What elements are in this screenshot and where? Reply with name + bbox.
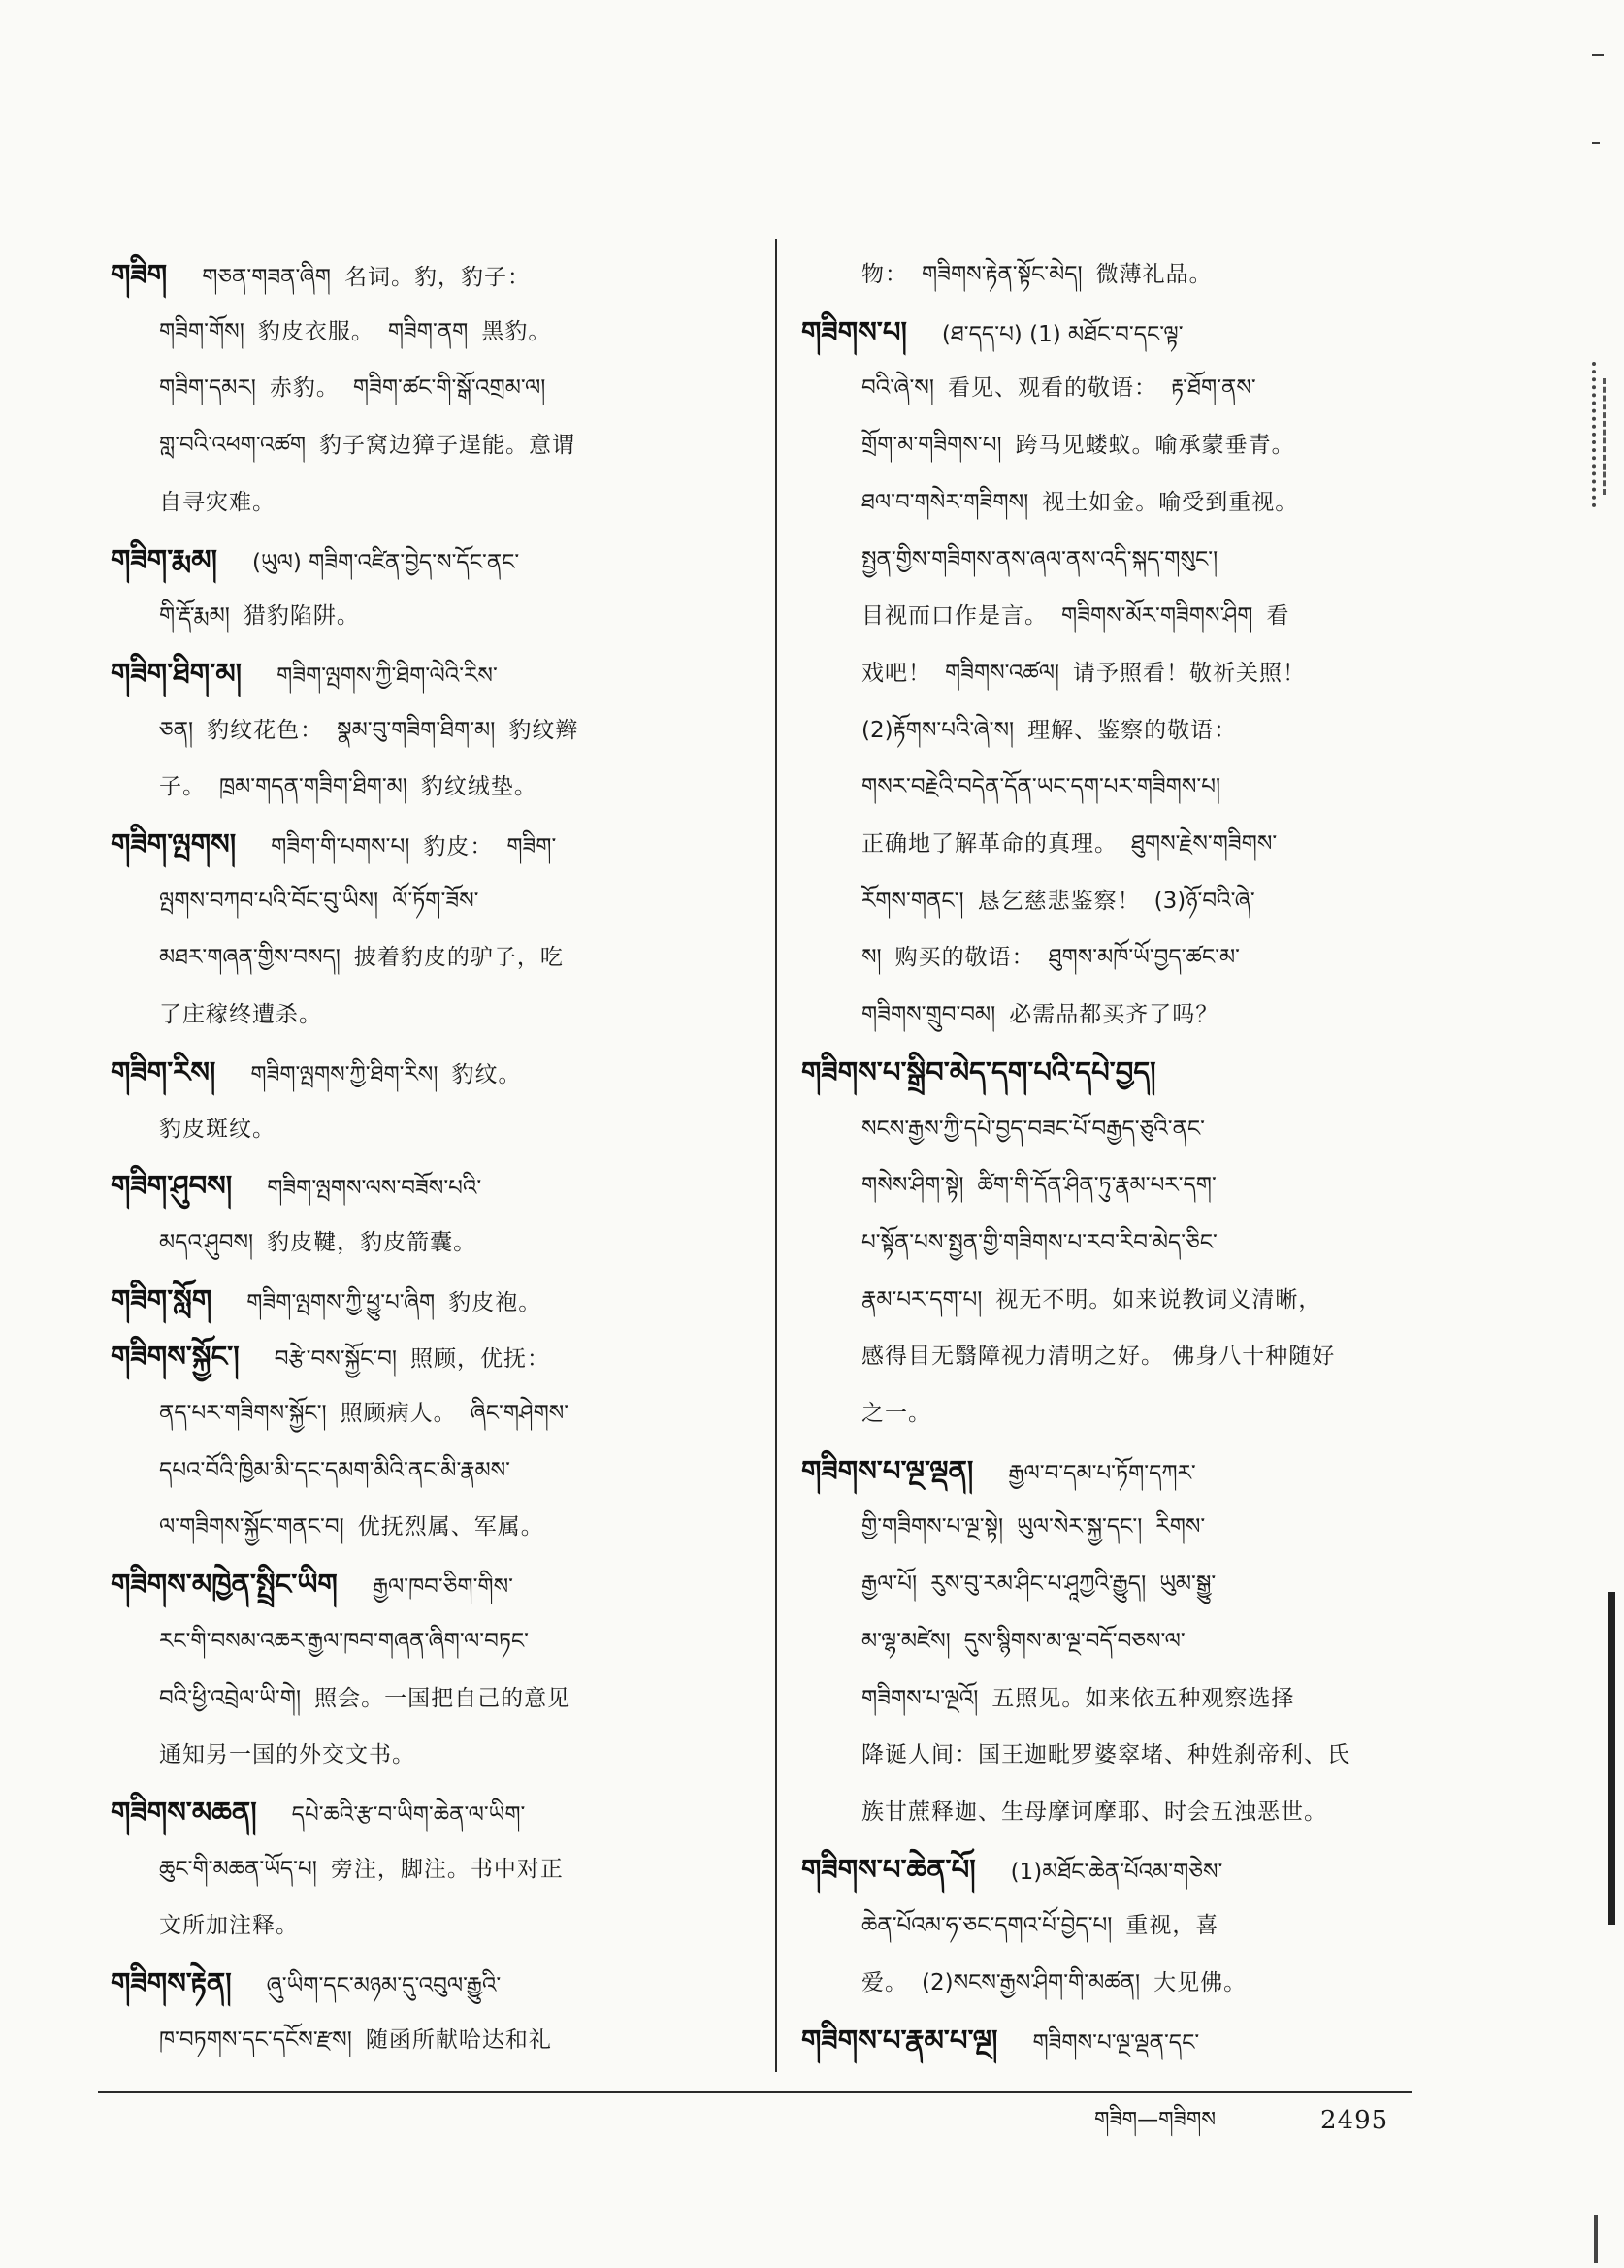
tibetan-text: གི་རྡོ་རྨམ། <box>159 603 230 630</box>
chinese-text: 豹皮鞬，豹皮箭囊。 <box>267 1229 477 1255</box>
chinese-text: 购买的敬语： <box>894 945 1035 971</box>
headword: གཟིག་རིས། <box>111 1054 216 1088</box>
chinese-text: 理解、鉴察的敬语： <box>1027 717 1238 743</box>
entry-line <box>111 1157 739 1214</box>
headword: གཟིགས་པ་རྣམ་པ་ལྔ། <box>801 2023 998 2057</box>
entry-line <box>861 246 1434 303</box>
entry-line <box>111 1328 739 1384</box>
headword: གཟིག་ཤུབས། <box>111 1169 233 1203</box>
chinese-text: 目视而口作是言。 <box>861 603 1048 630</box>
chinese-text: 微薄礼品。 <box>1095 262 1213 287</box>
entry-line <box>861 873 1434 929</box>
tibetan-text: ཡུམ་སྒྱུ་ <box>1159 1571 1217 1598</box>
tibetan-text: བརྩེ་བས་སྐྱོང་བ། <box>274 1346 398 1373</box>
tibetan-text: རུས་བུ་རམ་ཤིང་པ་ཤཱཀྱའི་རྒྱུད། <box>930 1571 1147 1598</box>
entry-line <box>861 1784 1434 1840</box>
entry-line <box>159 702 739 759</box>
chinese-text: 降诞人间：国王迦毗罗婆窣堵、种姓刹帝利、氏 <box>861 1742 1350 1768</box>
headword: གཟིག་ལྤགས། <box>111 827 237 860</box>
chinese-text: 文所加注释。 <box>159 1913 299 1939</box>
entry-line <box>801 1044 1434 1100</box>
tibetan-text: གཟིག་ལྤགས་ཀྱི་ཐིག་རིས། <box>250 1061 438 1087</box>
chinese-text: 豹皮袍。 <box>448 1289 542 1315</box>
chinese-text: 豹纹花色： <box>207 717 324 743</box>
tibetan-text: ཡུལ་སེར་སྐྱ་དང་། <box>1017 1514 1143 1540</box>
entry-line <box>111 1044 739 1100</box>
tibetan-text: གཟིགས་མོར་གཟིགས་ཤིག <box>1061 603 1253 630</box>
tibetan-text: དཔེ་ཆའི་རྩ་བ་ཡིག་ཆེན་ལ་ཡིག་ <box>291 1801 526 1828</box>
tibetan-text: རྟ་ཐོག་ནས་ <box>1170 375 1256 402</box>
entry-line <box>159 987 739 1043</box>
tibetan-text: ཐལ་བ་གསེར་གཟིགས། <box>861 489 1029 515</box>
chinese-text: 自寻灾难。 <box>159 489 276 515</box>
tibetan-text: ནད་པར་གཟིགས་སྐྱོང་། <box>159 1401 327 1426</box>
entry-line <box>861 816 1434 872</box>
tibetan-text: གསར་བརྗེའི་བདེན་དོན་ཡང་དག་པར་གཟིགས་པ། <box>861 774 1221 800</box>
tibetan-text: མ་ལྷ་མཛེས། <box>861 1628 951 1654</box>
entry-line <box>159 1101 739 1157</box>
chinese-text: 豹纹辫 <box>508 717 579 743</box>
tibetan-text: ལོ་ཏོག་ཟོས་ <box>392 888 479 914</box>
entry-line <box>159 1670 739 1727</box>
scan-mark <box>1592 362 1596 507</box>
entry-line <box>801 304 1434 360</box>
chinese-text: 恳乞慈悲鉴察！ <box>977 888 1141 914</box>
page-number: 2495 <box>1320 2106 1389 2135</box>
tibetan-text: མཐར་གཞན་གྱིས་བསད། <box>159 945 341 971</box>
headword: གཟིགས་པ། <box>801 314 907 348</box>
chinese-text: 名词。豹，豹子： <box>343 265 531 290</box>
tibetan-text: སྣམ་བུ་གཟིག་ཐིག་མ། <box>337 717 496 743</box>
headword: གཟིག་རྨམ། <box>111 542 217 576</box>
tibetan-text: པ་སྟོན་པས་སྤྱན་གྱི་གཟིགས་པ་རབ་རིབ་མེད་ཅིང་ <box>861 1229 1218 1255</box>
entry-line <box>861 417 1434 473</box>
tibetan-text: ཁ་བཏགས་དང་དངོས་རྫས། <box>159 2026 352 2053</box>
headword: གཟིག་ཐིག་མ། <box>111 656 243 690</box>
tibetan-text: མདའ་ཤུབས། <box>159 1229 254 1255</box>
chinese-text: 子。 <box>159 774 206 800</box>
tibetan-text: གཟིག་དམར། <box>159 375 256 402</box>
entry-line <box>159 2012 739 2068</box>
running-head: གཟིག—གཟིགས <box>1094 2108 1217 2132</box>
chinese-text: 赤豹。 <box>269 375 340 402</box>
tibetan-text: གཟིག་ནག <box>387 318 469 344</box>
entry-line <box>861 1328 1434 1384</box>
right-column <box>801 246 1434 2070</box>
tibetan-text: བའི་ཕྱི་འབྲེལ་ཡི་གེ། <box>159 1685 302 1711</box>
entry-line <box>159 759 739 815</box>
chinese-text: 照顾，优抚： <box>410 1346 551 1373</box>
chinese-text: 大见佛。 <box>1153 1970 1248 1995</box>
entry-line <box>861 532 1434 588</box>
entry-line <box>861 1556 1434 1612</box>
tibetan-text: སངས་རྒྱས་ཀྱི་དཔེ་བྱད་བཟང་པོ་བརྒྱད་ཅུའི་ནང་ <box>861 1116 1206 1142</box>
tibetan-text: གཟིགས་པ་ལྔ་ལྡན་དང་ <box>1032 2029 1200 2056</box>
tibetan-text: གཟིག་གི་པགས་པ། <box>271 834 410 859</box>
entry-line <box>111 246 739 303</box>
entry-line <box>159 1385 739 1442</box>
headword: གཟིགས་པ་ལྔ་ལྡན། <box>801 1453 974 1487</box>
chinese-text: 随函所献哈达和礼 <box>365 2026 552 2053</box>
chinese-text: 必需品都买齐了吗？ <box>1009 1002 1219 1028</box>
chinese-text: 看 <box>1266 603 1290 630</box>
headword: གཟིགས་སྐྱོང་། <box>111 1340 240 1374</box>
entry-line <box>861 1897 1434 1954</box>
chinese-text: 通知另一国的外交文书。 <box>159 1742 415 1768</box>
tibetan-text: སྤྱན་གྱིས་གཟིགས་ནས་ཞལ་ནས་འདི་སྐད་གསུང་། <box>861 546 1218 572</box>
chinese-text: 黑豹。 <box>481 318 552 344</box>
headword: གཟིག་སློག <box>111 1282 212 1316</box>
chinese-text: 看见、观看的敬语： <box>947 375 1157 402</box>
entry-line <box>159 1442 739 1499</box>
entry-line <box>861 474 1434 531</box>
tibetan-text: ཚིག་གི་དོན་ཤིན་ཏུ་རྣམ་པར་དག་ <box>977 1173 1217 1199</box>
tibetan-text: (3)ཉོ་བའི་ཞེ་ <box>1153 888 1255 914</box>
entry-line <box>801 2012 1434 2068</box>
entry-line <box>861 929 1434 986</box>
tibetan-text: ཞིང་གཤེགས་ <box>470 1401 569 1426</box>
tibetan-text: ཁྲམ་གདན་གཟིག་ཐིག་མ། <box>219 774 407 800</box>
tibetan-text: རྒྱལ་པོ། <box>861 1571 918 1598</box>
chinese-text: 物： <box>861 262 908 287</box>
tibetan-text: (ཡུལ) གཟིག་འཛིན་བྱེད་ས་དོང་ནང་ <box>252 549 520 575</box>
entry-line <box>159 1613 739 1669</box>
headword: གཟིགས་པ་སྒྲིབ་མེད་དག་པའི་དཔེ་བྱད། <box>801 1054 1156 1088</box>
tibetan-text: ཐུགས་རྗེས་གཟིགས་ <box>1131 831 1278 857</box>
tibetan-text: དུས་སྙིགས་མ་ལྔ་བདོ་བཅས་ལ་ <box>963 1628 1186 1654</box>
chinese-text: 了庄稼终遭杀。 <box>159 1002 322 1028</box>
chinese-text: 豹皮斑纹。 <box>159 1116 276 1142</box>
entry-line <box>111 1784 739 1840</box>
entry-line <box>159 474 739 531</box>
entry-line <box>861 1955 1434 2011</box>
chinese-text: 请予照看！敬祈关照！ <box>1073 660 1307 686</box>
headword: གཟིགས་རྟེན། <box>111 1966 232 1999</box>
tibetan-text: དཔའ་བོའི་ཁྱིམ་མི་དང་དམག་མིའི་ནང་མི་རྣམས་ <box>159 1457 510 1483</box>
tibetan-text: ཅན། <box>159 717 194 743</box>
tibetan-text: གཟིགས་གྲུབ་བམ། <box>861 1002 996 1028</box>
entry-line <box>861 1613 1434 1669</box>
chinese-text: 爱。 <box>861 1970 908 1995</box>
tibetan-text: བའི་ཞེ་ས། <box>861 375 934 402</box>
tibetan-text: ལ་གཟིགས་སྐྱོང་གནང་བ། <box>159 1514 344 1540</box>
scan-mark <box>1594 2215 1598 2263</box>
entry-line <box>801 1442 1434 1499</box>
entry-line <box>159 1727 739 1783</box>
entry-line <box>861 1215 1434 1271</box>
column-divider <box>775 239 777 2072</box>
scan-mark <box>1608 1592 1615 1925</box>
entry-line <box>159 929 739 986</box>
entry-line <box>861 1157 1434 1214</box>
tibetan-text: གླ་བའི་འཕག་འཚག <box>159 433 307 459</box>
tibetan-text: ས། <box>861 945 882 971</box>
tibetan-text: ཆེན་པོའམ་ཧ་ཅང་དགའ་པོ་བྱེད་པ། <box>861 1913 1113 1939</box>
tibetan-text: གཟིག་ལྤགས་ལས་བཟོས་པའི་ <box>267 1176 482 1202</box>
tibetan-text: གཟིག་ཚང་གི་སྒོ་འགྲམ་ལ། <box>352 375 546 402</box>
entry-line <box>861 1670 1434 1727</box>
entry-line <box>861 645 1434 701</box>
entry-line <box>861 1101 1434 1157</box>
chinese-text: 豹皮： <box>423 834 494 859</box>
entry-line <box>159 360 739 416</box>
tibetan-text: གཟིག་ལྤགས་ཀྱི་ཕྱུ་པ་ཞིག <box>246 1289 436 1315</box>
entry-line <box>861 1385 1434 1442</box>
entry-line <box>111 532 739 588</box>
tibetan-text: གཟིགས་འཚལ། <box>945 660 1060 686</box>
chinese-text: 五照见。如来依五种观察选择 <box>991 1685 1295 1711</box>
chinese-text: 重视，喜 <box>1125 1913 1219 1939</box>
entry-line <box>861 987 1434 1043</box>
chinese-text: 跨马见蝼蚁。喻承蒙垂青。 <box>1015 433 1295 459</box>
tibetan-text: གཟིག་ལྤགས་ཀྱི་ཐིག་ལེའི་རིས་ <box>276 663 498 689</box>
entry-line <box>861 588 1434 644</box>
entry-line <box>111 1556 739 1612</box>
tibetan-text: (2)སངས་རྒྱས་ཤིག་གི་མཚན། <box>922 1970 1141 1995</box>
headword: གཟིགས་མཁྱེན་སྤྲིང་ཡིག <box>111 1568 338 1602</box>
tibetan-text: རྒྱལ་བ་དམ་པ་ཏོག་དཀར་ <box>1008 1460 1196 1486</box>
entry-line <box>111 1272 739 1328</box>
chinese-text: 豹纹绒垫。 <box>420 774 537 800</box>
entry-line <box>861 1727 1434 1783</box>
chinese-text: 照顾病人。 <box>340 1401 457 1426</box>
tibetan-text: (ཐ་དད་པ) (1) མཐོང་བ་དང་ལྟ་ <box>941 321 1184 347</box>
headword: གཟིགས་པ་ཆེན་པོ། <box>801 1852 976 1886</box>
entry-line <box>861 1499 1434 1555</box>
tibetan-text: (2)རྟོགས་པའི་ཞེ་ས། <box>861 717 1015 743</box>
left-column <box>111 246 739 2070</box>
chinese-text: 正确地了解革命的真理。 <box>861 831 1118 857</box>
tibetan-text: གཟིགས་རྟེན་སྟོང་མེད། <box>922 262 1083 287</box>
entry-line <box>159 588 739 644</box>
entry-line <box>159 1215 739 1271</box>
entry-line <box>111 816 739 872</box>
scan-mark <box>1592 54 1604 56</box>
entry-line <box>861 759 1434 815</box>
chinese-text: 视土如金。喻受到重视。 <box>1042 489 1299 515</box>
headword: གཟིགས་མཆན། <box>111 1795 257 1829</box>
chinese-text: 猎豹陷阱。 <box>243 603 360 630</box>
chinese-text: 族甘蔗释迦、生母摩诃摩耶、时会五浊恶世。 <box>861 1798 1327 1825</box>
headword: གཟིག <box>111 258 168 291</box>
scan-mark <box>1592 142 1600 144</box>
tibetan-text: རོགས་གནང་། <box>861 888 964 914</box>
entry-line <box>159 304 739 360</box>
entry-line <box>159 1499 739 1555</box>
entry-line <box>111 645 739 701</box>
tibetan-text: (1)མཐོང་ཆེན་པོའམ་གཅེས་ <box>1010 1859 1223 1885</box>
chinese-text: 豹子窝边獐子逞能。意谓 <box>319 433 576 459</box>
tibetan-text: ཐུགས་མཁོ་ཡོ་བྱད་ཚང་མ་ <box>1048 945 1241 971</box>
tibetan-text: རྣམ་པར་དག་པ། <box>861 1286 983 1312</box>
entry-line <box>111 1955 739 2011</box>
chinese-text: 感得目无翳障视力清明之好。 佛身八十种随好 <box>861 1344 1336 1370</box>
tibetan-text: ཞུ་ཡིག་དང་མཉམ་དུ་འབུལ་རྒྱུའི་ <box>266 1973 502 1998</box>
entry-line <box>159 1841 739 1897</box>
tibetan-text: རིགས་ <box>1155 1514 1206 1540</box>
entry-line <box>159 417 739 473</box>
entry-line <box>159 1897 739 1954</box>
footer-rule <box>98 2091 1412 2093</box>
tibetan-text: གྲོག་མ་གཟིགས་པ། <box>861 433 1002 459</box>
tibetan-text: གྱི་གཟིགས་པ་ལྔ་སྟེ། <box>861 1514 1004 1540</box>
chinese-text: 之一。 <box>861 1401 931 1426</box>
tibetan-text: རྒྱལ་ཁབ་ཅིག་གིས་ <box>372 1574 513 1601</box>
chinese-text: 优抚烈属、军属。 <box>357 1514 544 1540</box>
chinese-text: 视无不明。如来说教词义清晰， <box>995 1286 1322 1312</box>
entry-line <box>861 702 1434 759</box>
chinese-text: 旁注，脚注。书中对正 <box>330 1856 564 1882</box>
tibetan-text: གཟིག་གོས། <box>159 318 244 344</box>
entry-line <box>861 1272 1434 1328</box>
chinese-text: 照会。一国把自己的意见 <box>314 1685 571 1711</box>
tibetan-text: གསེས་ཤིག་སྟེ། <box>861 1173 964 1199</box>
tibetan-text: གཟིག་ <box>506 834 557 859</box>
chinese-text: 戏吧！ <box>861 660 931 686</box>
entry-line <box>801 1841 1434 1897</box>
chinese-text: 披着豹皮的驴子，吃 <box>353 945 564 971</box>
chinese-text: 豹纹。 <box>451 1061 522 1087</box>
tibetan-text: ཆུང་གི་མཆན་ཡོད་པ། <box>159 1856 317 1882</box>
tibetan-text: གཟིགས་པ་ལྔའོ། <box>861 1685 979 1711</box>
tibetan-text: ལྤགས་བཀབ་པའི་བོང་བུ་ཡིས། <box>159 888 379 914</box>
entry-line <box>159 873 739 929</box>
scan-mark <box>1603 378 1606 495</box>
tibetan-text: གཅན་གཟན་ཞིག <box>202 265 331 290</box>
tibetan-text: རང་གི་བསམ་འཆར་རྒྱལ་ཁབ་གཞན་ཞིག་ལ་བཏང་ <box>159 1628 529 1654</box>
entry-line <box>861 360 1434 416</box>
chinese-text: 豹皮衣服。 <box>257 318 374 344</box>
